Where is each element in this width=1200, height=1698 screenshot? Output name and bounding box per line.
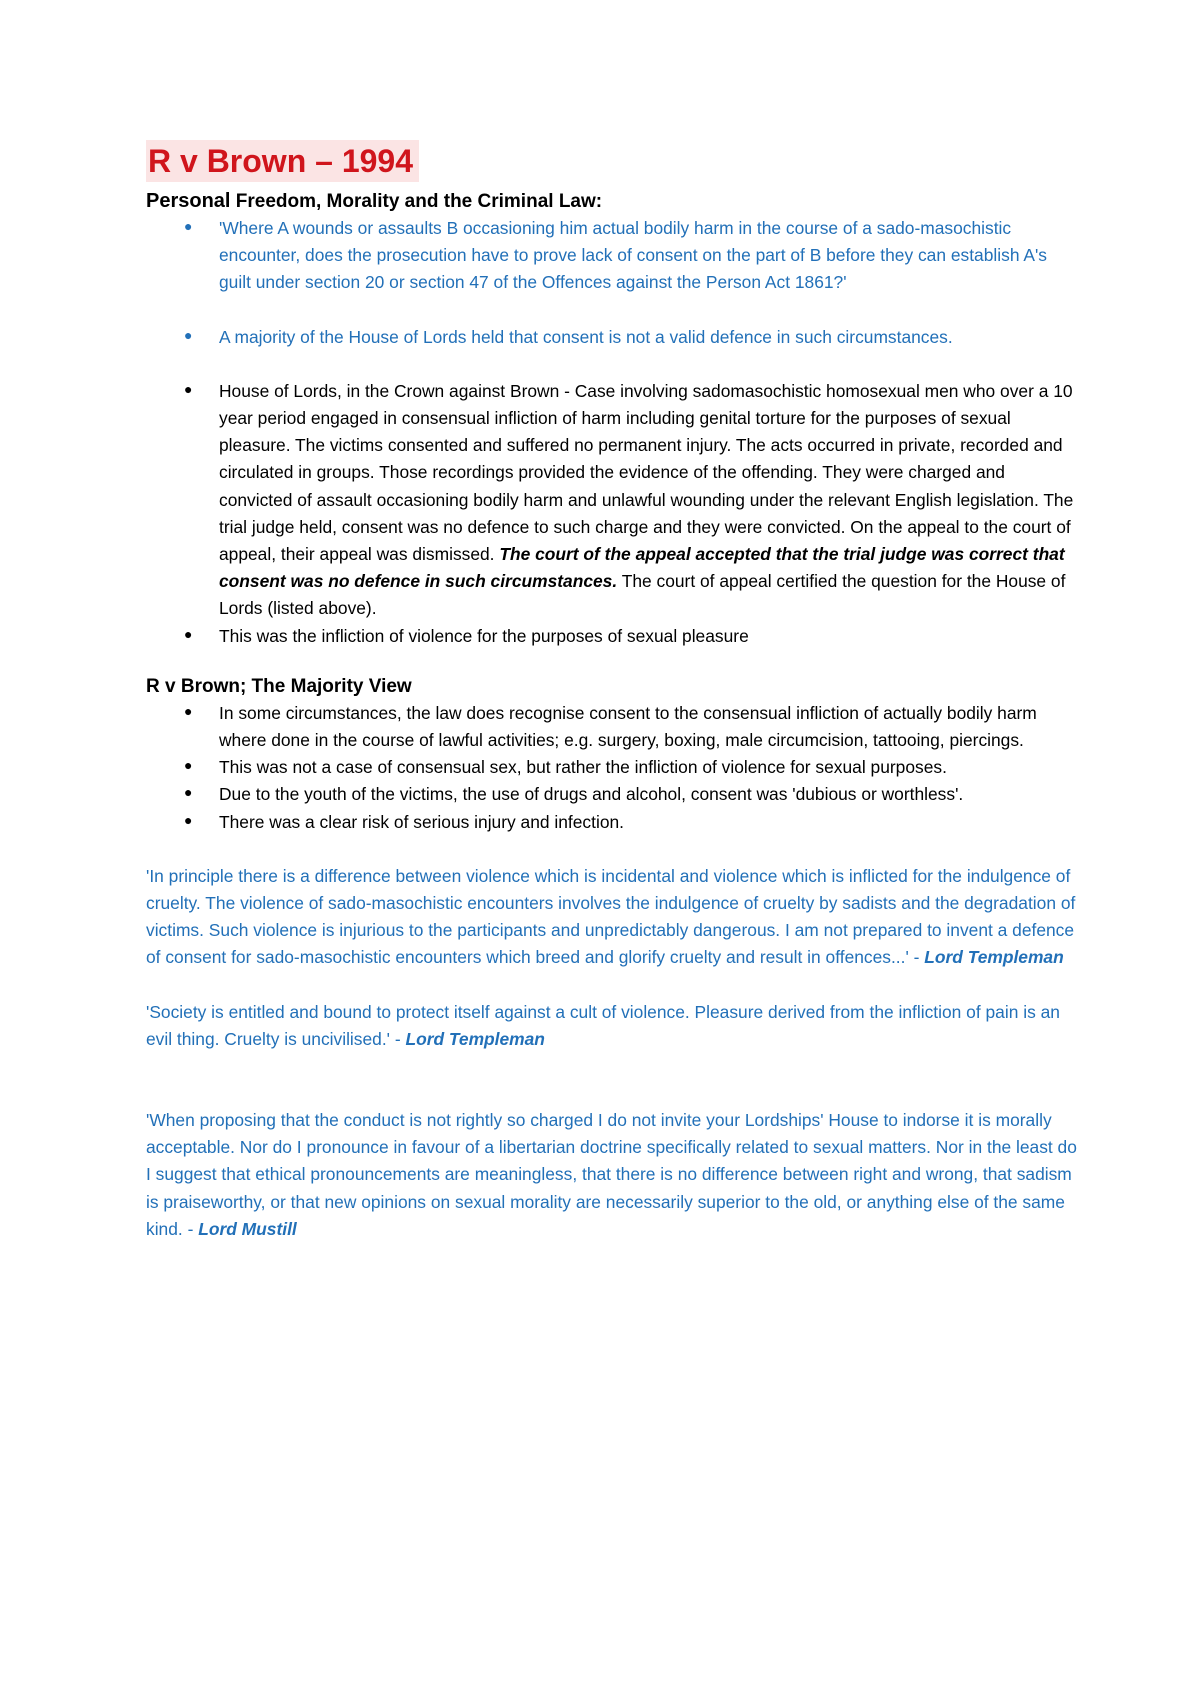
quote-templeman-1 bbox=[146, 863, 1080, 972]
quote-text: 'In principle there is a difference between violence which is incidental and violence which is inflicted for the indulgence of cruelty. The violence of sado-masochistic encounters involves the indulgence of cruelty by sadists and the degradation of victims. Such violence is injurious to the participants and unpredictably dangerous. I am not prepared to invent a defence of consent for sado-masochistic encounters which breed and glorify cruelty and result in offences...' - bbox=[146, 865, 1076, 968]
list-item bbox=[184, 378, 1080, 623]
section2-bullet-list bbox=[146, 700, 1080, 836]
list-item bbox=[184, 215, 1080, 297]
quote-author: Lord Mustill bbox=[198, 1218, 297, 1239]
bullet-text: Due to the youth of the victims, the use of drugs and alcohol, consent was 'dubious or worthless'. bbox=[219, 784, 964, 805]
list-item bbox=[184, 324, 1080, 351]
bullet-text: 'Where A wounds or assaults B occasioning him actual bodily harm in the course of a sado-masochistic encounter, does the prosecution have to prove lack of consent on the part of B before they can establish A's guilt under section 20 or section 47 of the Offences against the Person Act 1861?' bbox=[219, 218, 1047, 293]
bullet-icon: ● bbox=[184, 625, 193, 642]
bullet-icon: ● bbox=[184, 380, 193, 397]
section1-bullet-list bbox=[146, 215, 1080, 650]
list-item bbox=[184, 809, 1080, 836]
quote-mustill bbox=[146, 1107, 1080, 1243]
list-item bbox=[184, 623, 1080, 650]
list-item bbox=[184, 700, 1080, 754]
bullet-icon: ● bbox=[184, 218, 193, 234]
heading-rest: Freedom, Morality and the Criminal Law: bbox=[230, 191, 603, 212]
bullet-icon: ● bbox=[184, 784, 193, 801]
bullet-text-tail: The court of appeal certified the question for the House of Lords (listed above). bbox=[219, 571, 1066, 619]
bullet-text: This was the infliction of violence for the purposes of sexual pleasure bbox=[219, 625, 749, 646]
bullet-text: In some circumstances, the law does recognise consent to the consensual infliction of actually bodily harm where done in the course of lawful activities; e.g. surgery, boxing, male circumcision, tattooing, piercings. bbox=[219, 702, 1037, 751]
bullet-icon: ● bbox=[184, 811, 193, 828]
section-heading-personal-freedom bbox=[146, 188, 1080, 215]
quote-author: Lord Templeman bbox=[924, 947, 1064, 968]
section-heading-majority-view: R v Brown; The Majority View bbox=[146, 675, 412, 697]
bullet-text: There was a clear risk of serious injury and infection. bbox=[219, 811, 624, 832]
list-item bbox=[184, 754, 1080, 781]
bullet-icon: ● bbox=[184, 757, 193, 774]
quote-templeman-2 bbox=[146, 999, 1080, 1053]
quote-text: 'Society is entitled and bound to protect itself against a cult of violence. Pleasure derived from the infliction of pain is an evil thing. Cruelty is uncivilised.' - bbox=[146, 1001, 1060, 1049]
bullet-text: House of Lords, in the Crown against Brown - Case involving sadomasochistic homosexual men who over a 10 year period engaged in consensual infliction of harm including genital torture for the purposes of sexual pleasure. The victims consented and suffered no permanent injury. The acts occurred in private, recorded and circulated in groups. Those recordings provided the evidence of the offending. They were charged and convicted of assault occasioning bodily harm and unlawful wounding under the relevant English legislation. The trial judge held, consent was no defence to such charge and they were convicted. On the appeal to the court of appeal, their appeal was dismissed. bbox=[219, 380, 1074, 565]
bullet-icon: ● bbox=[184, 326, 193, 343]
bullet-text: This was not a case of consensual sex, but rather the infliction of violence for sexual purposes. bbox=[219, 757, 947, 778]
heading-lead-word: Personal bbox=[146, 190, 231, 212]
bullet-icon: ● bbox=[184, 702, 193, 719]
document-title: R v Brown – 1994 bbox=[146, 140, 419, 182]
list-item bbox=[184, 781, 1080, 808]
quote-author: Lord Templeman bbox=[405, 1028, 545, 1049]
bullet-text: A majority of the House of Lords held that consent is not a valid defence in such circumstances. bbox=[219, 326, 953, 347]
bullet-emphasis: The court of the appeal accepted that the trial judge was correct that consent was no defence in such circumstances. bbox=[219, 544, 1065, 592]
quote-text: 'When proposing that the conduct is not rightly so charged I do not invite your Lordships' House to indorse it is morally acceptable. Nor do I pronounce in favour of a libertarian doctrine specifically related to sexual matters. Nor in the least do I suggest that ethical pronouncements are meaningless, that there is no difference between right and wrong, that sadism is praiseworthy, or that new opinions on sexual morality are necessarily superior to the old, or anything else of the same kind. - bbox=[146, 1110, 1077, 1239]
